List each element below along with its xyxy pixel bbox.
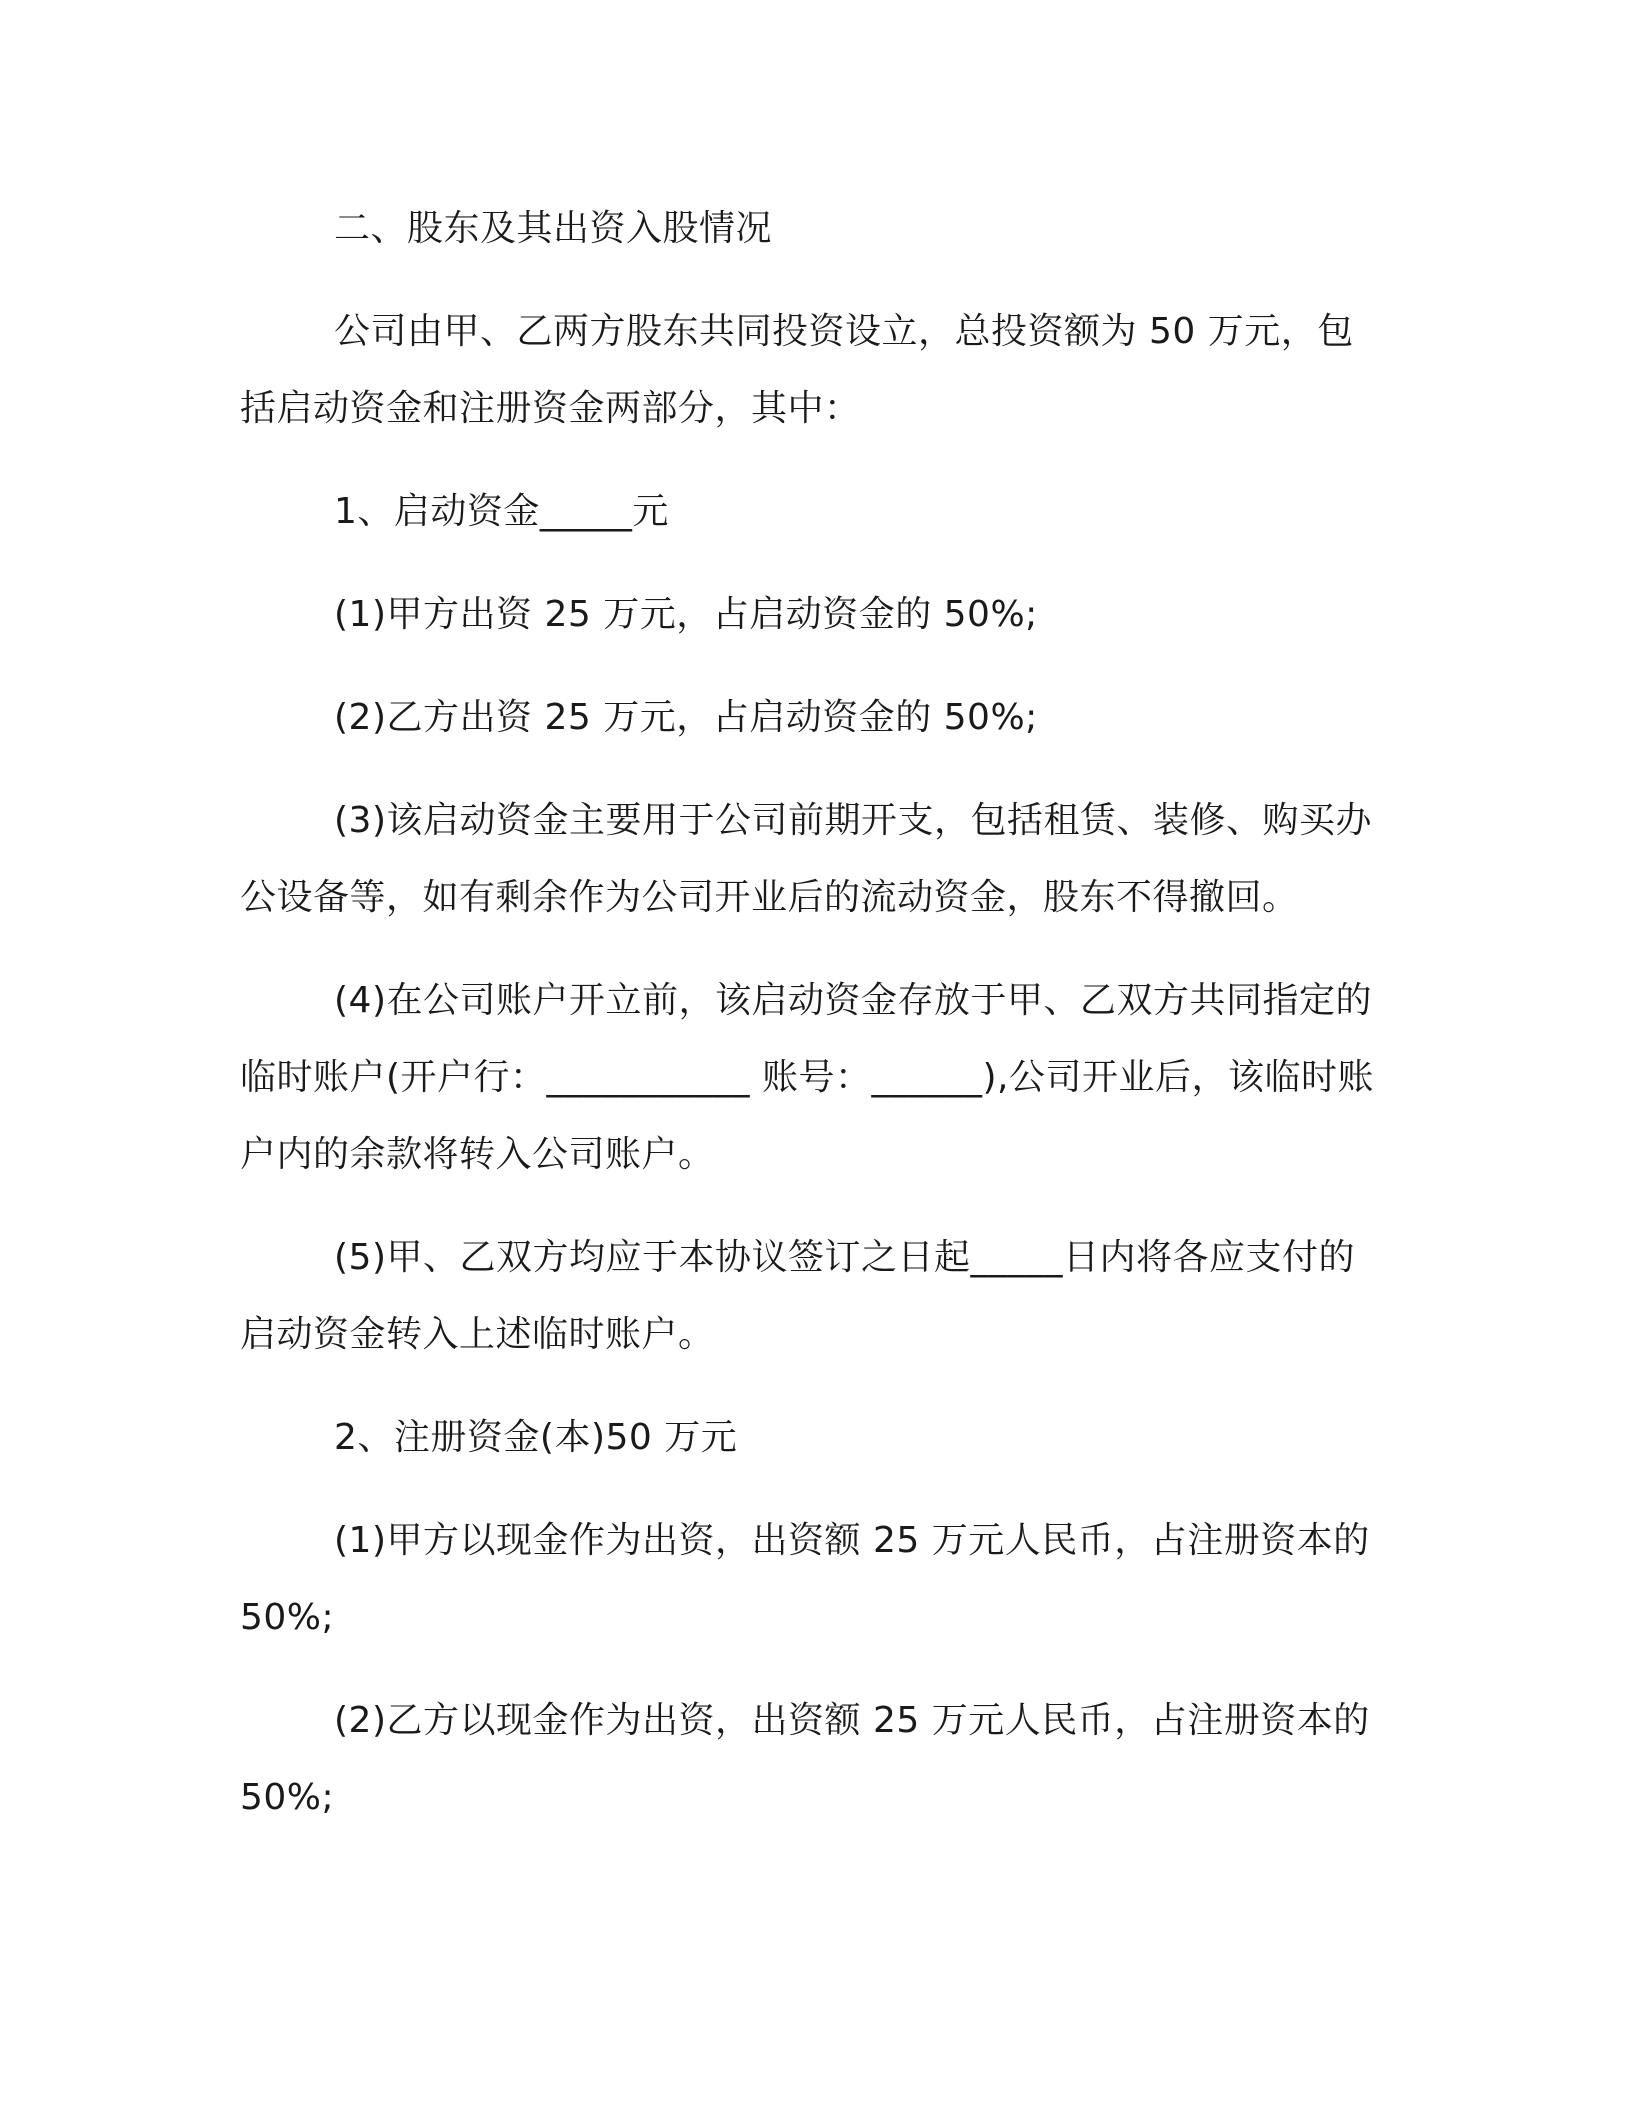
document-body bbox=[240, 190, 1390, 1862]
registered-capital-heading: 2、注册资金(本)50 万元 bbox=[334, 1417, 738, 1458]
startup-item-4: (4)在公司账户开立前，该启动资金存放于甲、乙双方共同指定的临时账户(开户行：___________ 账号：______),公司开业后，该临时账户内的余款将转入公司账户。 bbox=[240, 980, 1374, 1175]
section-heading: 二、股东及其出资入股情况 bbox=[334, 208, 773, 249]
startup-item-2: (2)乙方出资 25 万元，占启动资金的 50%; bbox=[334, 697, 1038, 738]
registered-item-2: (2)乙方以现金作为出资，出资额 25 万元人民币，占注册资本的 50%; bbox=[240, 1700, 1370, 1818]
startup-item-1: (1)甲方出资 25 万元，占启动资金的 50%; bbox=[334, 594, 1038, 635]
startup-capital-heading: 1、启动资金_____元 bbox=[334, 491, 669, 532]
startup-item-3: (3)该启动资金主要用于公司前期开支，包括租赁、装修、购买办公设备等，如有剩余作为公司开业后的流动资金，股东不得撤回。 bbox=[240, 800, 1372, 918]
intro-paragraph: 公司由甲、乙两方股东共同投资设立，总投资额为 50 万元，包括启动资金和注册资金两部分，其中： bbox=[240, 311, 1354, 429]
registered-item-1: (1)甲方以现金作为出资，出资额 25 万元人民币，占注册资本的 50%; bbox=[240, 1520, 1370, 1638]
startup-item-5: (5)甲、乙双方均应于本协议签订之日起_____日内将各应支付的启动资金转入上述临时账户。 bbox=[240, 1237, 1355, 1355]
